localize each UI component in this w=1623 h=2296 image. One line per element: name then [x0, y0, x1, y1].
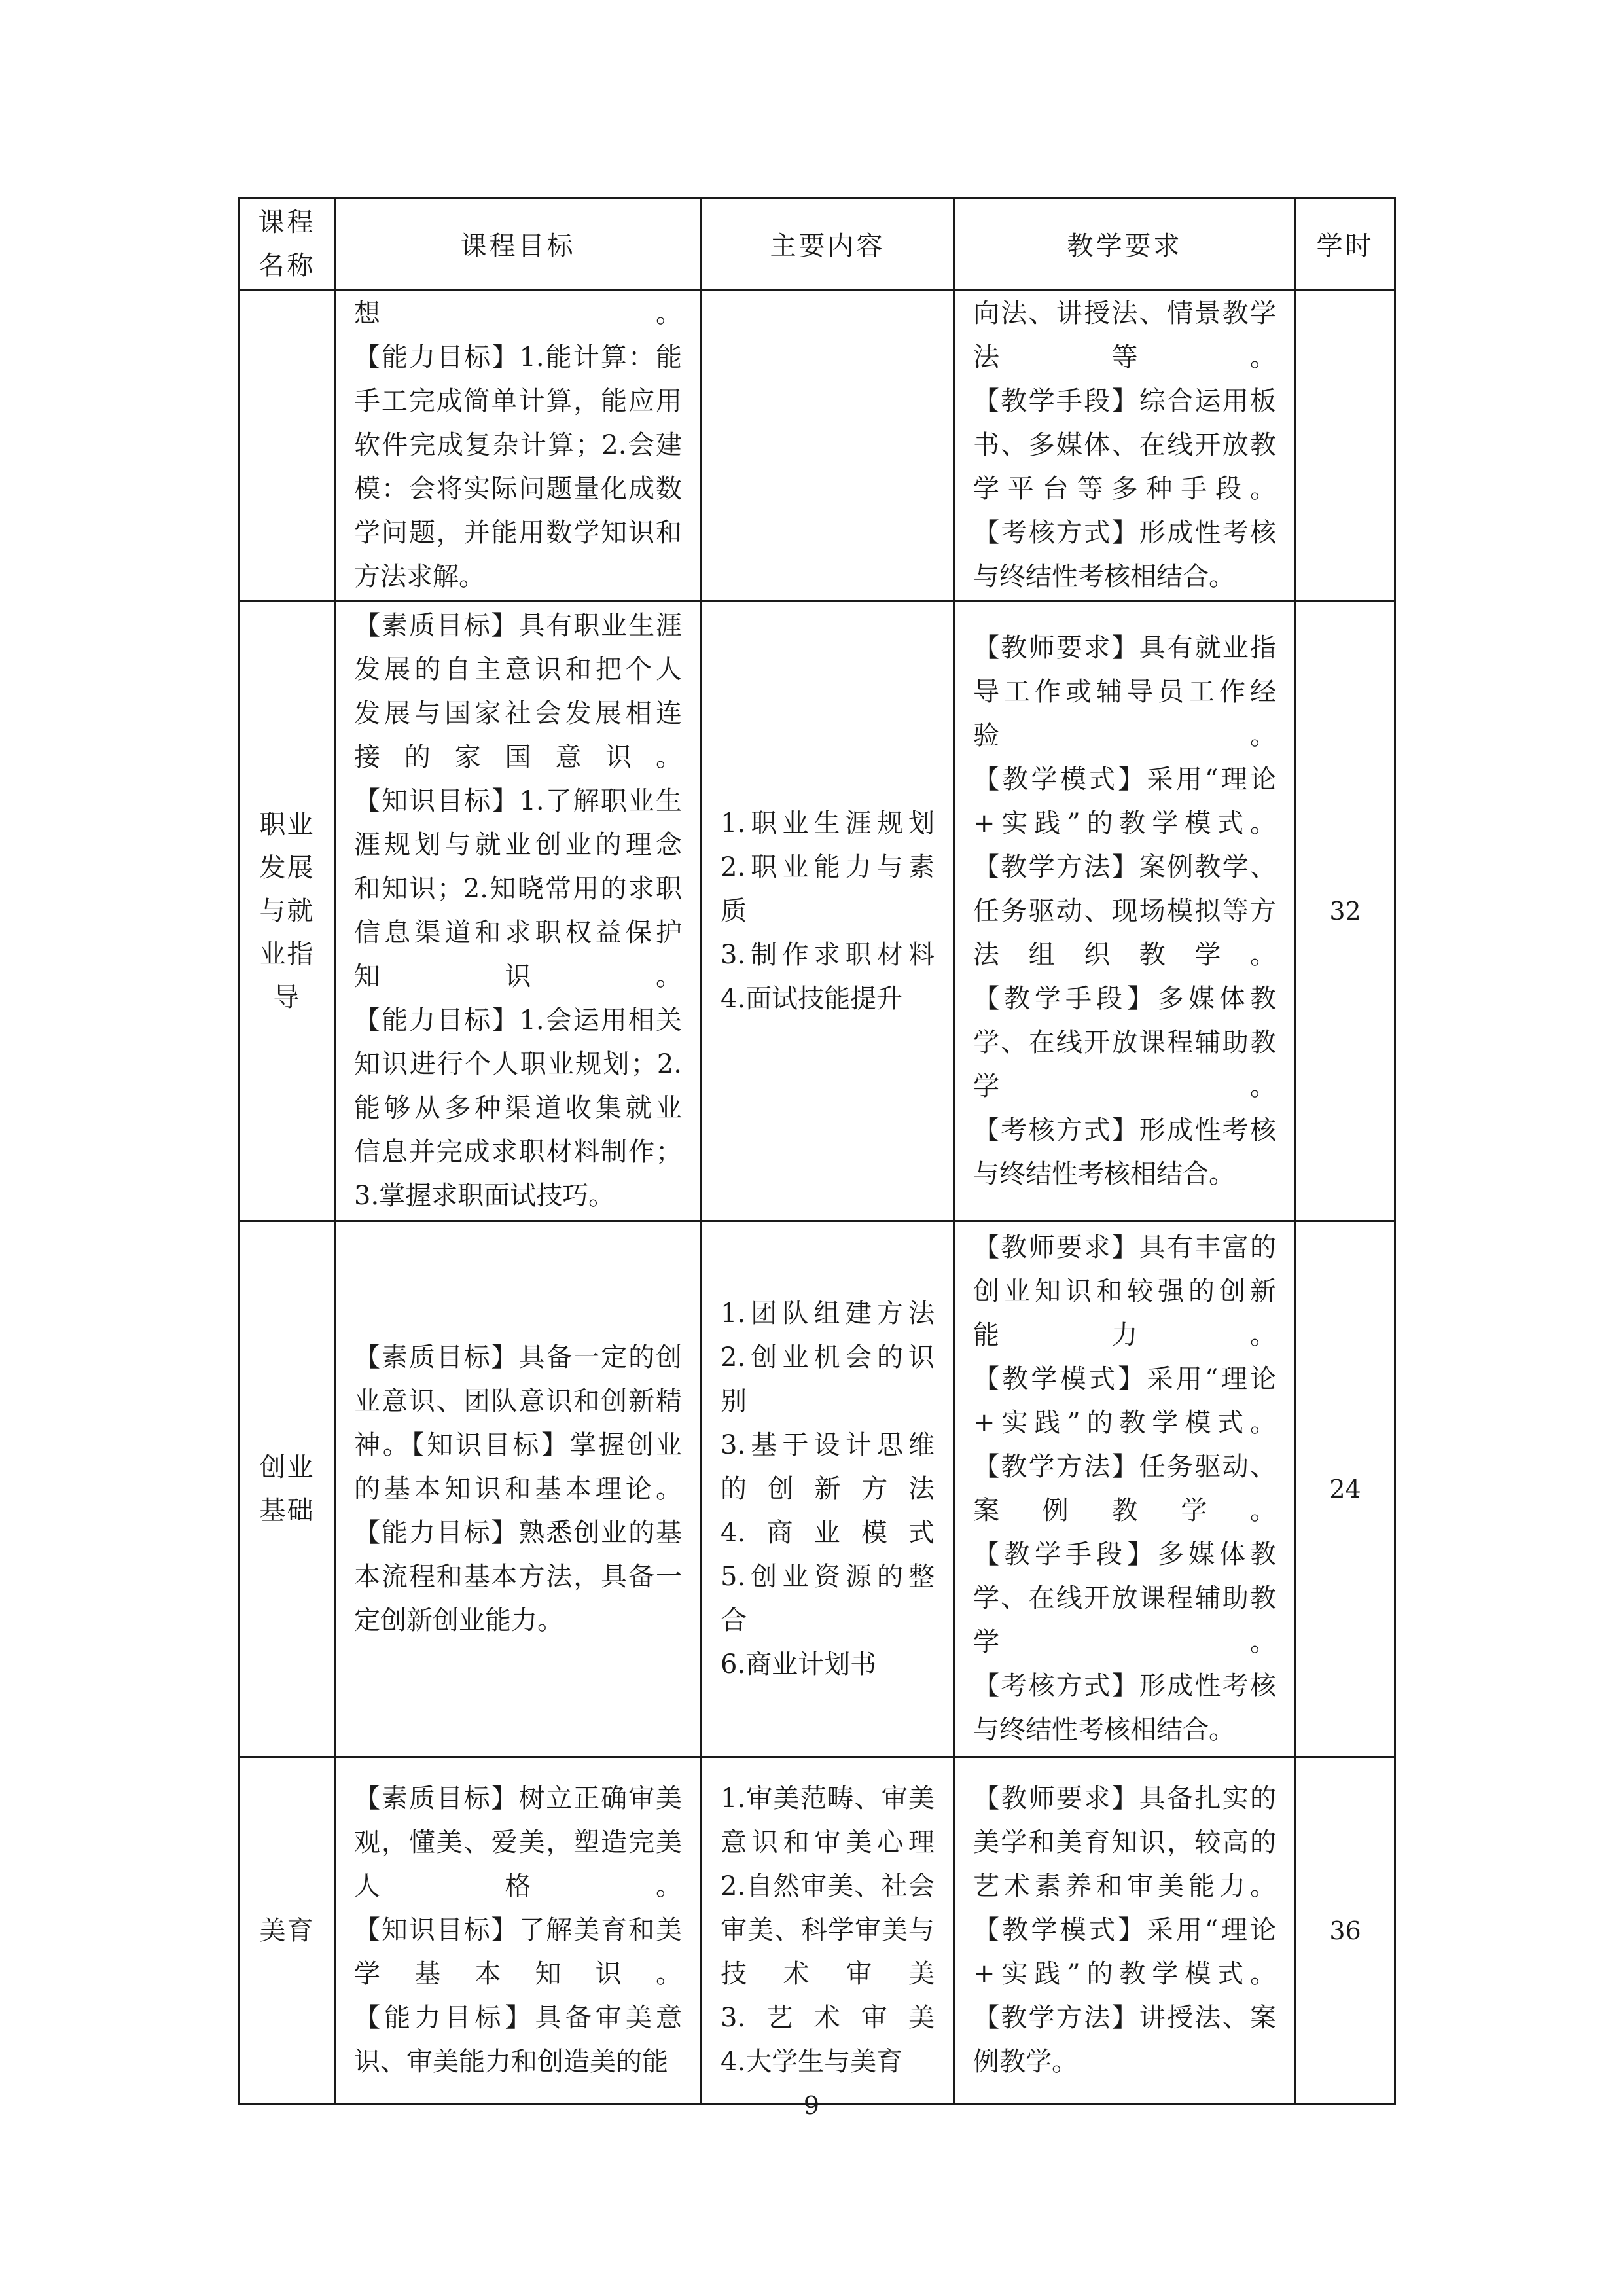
- teaching-requirement-cell: [954, 1757, 1296, 2104]
- course-goal-line: 识、审美能力和创造美的能: [354, 2047, 668, 2077]
- teaching-requirement-line: 艺术素养和审美能力。: [973, 1871, 1276, 1901]
- teaching-requirement-line: 学。: [973, 1627, 1276, 1657]
- course-goal-text: [336, 292, 700, 599]
- main-content-text: [702, 802, 953, 1021]
- course-name-cell: [240, 1757, 335, 2104]
- course-goal-line: 神。【知识目标】掌握创业: [354, 1429, 682, 1460]
- course-goal-line: 观，懂美、爱美，塑造完美: [354, 1827, 682, 1857]
- course-goal-line: 【素质目标】具有职业生涯: [354, 611, 682, 641]
- course-goal-line: 发展与国家社会发展相连: [354, 698, 682, 728]
- teaching-requirement-cell: [954, 1221, 1296, 1757]
- main-content-line: 5.创业资源的整: [721, 1561, 935, 1592]
- teaching-requirement-line: 能力。: [973, 1320, 1276, 1350]
- teaching-requirement-line: 【教学手段】综合运用板: [973, 386, 1276, 416]
- teaching-requirement-line: +实践”的教学模式。: [973, 1408, 1276, 1438]
- curriculum-table: [238, 197, 1396, 2105]
- course-goal-text: [336, 1336, 700, 1643]
- main-content-cell: [702, 601, 954, 1221]
- main-content-line: 4.大学生与美育: [721, 2047, 903, 2077]
- course-goal-line: 方法求解。: [354, 562, 485, 592]
- course-goal-line: 信息并完成求职材料制作；: [354, 1137, 682, 1167]
- course-name-cell: [240, 290, 335, 601]
- course-goal-line: 接的家国意识。: [354, 742, 682, 772]
- teaching-requirement-line: 书、多媒体、在线开放教: [973, 430, 1276, 460]
- teaching-requirement-line: 【教学模式】采用“理论: [973, 1364, 1276, 1394]
- header-course-name: [240, 198, 335, 290]
- course-goal-cell: [335, 601, 702, 1221]
- course-name-cell: [240, 601, 335, 1221]
- course-name-line: 与就: [259, 896, 315, 926]
- header-teaching-requirement: 教学要求: [954, 198, 1296, 290]
- table-row: [240, 601, 1395, 1221]
- teaching-requirement-line: 【教学手段】多媒体教: [973, 1539, 1276, 1570]
- course-name-line: 业指: [259, 939, 315, 969]
- table-header-row: [240, 198, 1395, 290]
- main-content-line: 质: [721, 895, 747, 926]
- course-goal-line: 知识进行个人职业规划；2.: [354, 1049, 682, 1079]
- table-row: [240, 1221, 1395, 1757]
- hours-cell: 24: [1296, 1221, 1395, 1757]
- header-hours: 学时: [1296, 198, 1395, 290]
- course-name-line: 创业: [259, 1452, 315, 1482]
- course-goal-line: 本流程和基本方法，具备一: [354, 1561, 682, 1592]
- teaching-requirement-line: 【教学模式】采用“理论: [973, 764, 1276, 795]
- teaching-requirement-text: [955, 1226, 1294, 1752]
- course-goal-line: 【能力目标】具备审美意: [354, 2003, 682, 2033]
- main-content-line: 技术审美: [721, 1959, 935, 1989]
- main-content-line: 3.基于设计思维: [721, 1429, 935, 1460]
- course-goal-cell: [335, 1757, 702, 2104]
- teaching-requirement-line: 【教学手段】多媒体教: [973, 983, 1276, 1014]
- course-goal-line: 想。: [354, 298, 682, 329]
- teaching-requirement-line: 与终结性考核相结合。: [973, 1158, 1235, 1189]
- main-content-cell: [702, 1221, 954, 1757]
- teaching-requirement-line: 【教学模式】采用“理论: [973, 1915, 1276, 1945]
- course-goal-cell: [335, 290, 702, 601]
- hours-cell: 32: [1296, 601, 1395, 1221]
- main-content-cell: [702, 290, 954, 601]
- teaching-requirement-line: 【教学方法】讲授法、案: [973, 2003, 1276, 2033]
- header-main-content: 主要内容: [702, 198, 954, 290]
- course-goal-line: 模：会将实际问题量化成数: [354, 474, 682, 504]
- main-content-line: 2.职业能力与素: [721, 852, 935, 882]
- header-course-name-line-1: 课程: [258, 207, 316, 238]
- teaching-requirement-line: 与终结性考核相结合。: [973, 1715, 1235, 1745]
- course-goal-line: 能够从多种渠道收集就业: [354, 1093, 682, 1123]
- course-goal-line: 【知识目标】1.了解职业生: [354, 786, 682, 816]
- teaching-requirement-line: 验。: [973, 720, 1276, 751]
- course-goal-line: 手工完成简单计算，能应用: [354, 386, 682, 416]
- teaching-requirement-line: 【教师要求】具有丰富的: [973, 1232, 1276, 1263]
- main-content-line: 1.团队组建方法: [721, 1298, 935, 1329]
- course-goal-line: 【素质目标】具备一定的创: [354, 1342, 682, 1372]
- course-goal-line: 【能力目标】熟悉创业的基: [354, 1517, 682, 1548]
- teaching-requirement-line: 学。: [973, 1071, 1276, 1102]
- teaching-requirement-line: 【教学方法】任务驱动、: [973, 1452, 1276, 1482]
- main-content-text: [702, 1777, 953, 2084]
- main-content-line: 2.自然审美、社会: [721, 1871, 935, 1901]
- course-goal-line: 【素质目标】树立正确审美: [354, 1784, 682, 1814]
- header-course-name-line-2: 名称: [258, 250, 316, 281]
- main-content-line: 2.创业机会的识: [721, 1342, 935, 1372]
- header-course-goal: 课程目标: [335, 198, 702, 290]
- teaching-requirement-line: 法组织教学。: [973, 939, 1276, 970]
- main-content-line: 合: [721, 1605, 747, 1636]
- teaching-requirement-line: 【教师要求】具备扎实的: [973, 1784, 1276, 1814]
- hours-cell: [1296, 290, 1395, 601]
- course-goal-line: 定创新创业能力。: [354, 1605, 563, 1636]
- course-goal-line: 3.掌握求职面试技巧。: [354, 1181, 615, 1211]
- main-content-line: 审美、科学审美与: [721, 1915, 935, 1945]
- teaching-requirement-line: 法等。: [973, 342, 1276, 372]
- teaching-requirement-line: 【考核方式】形成性考核: [973, 518, 1276, 548]
- main-content-line: 的创新方法: [721, 1473, 935, 1504]
- teaching-requirement-text: [955, 1777, 1294, 2084]
- course-goal-line: 【能力目标】1.会运用相关: [354, 1005, 682, 1035]
- teaching-requirement-line: 美学和美育知识，较高的: [973, 1827, 1276, 1857]
- main-content-cell: [702, 1757, 954, 2104]
- page-number: 9: [803, 2091, 820, 2120]
- main-content-line: 4.商业模式: [721, 1517, 935, 1548]
- course-goal-line: 【知识目标】了解美育和美: [354, 1915, 682, 1945]
- course-goal-line: 和知识；2.知晓常用的求职: [354, 874, 682, 904]
- course-goal-text: [336, 604, 700, 1218]
- teaching-requirement-line: 学、在线开放课程辅助教: [973, 1583, 1276, 1613]
- teaching-requirement-cell: [954, 601, 1296, 1221]
- course-goal-line: 人格。: [354, 1871, 682, 1901]
- hours-cell: 36: [1296, 1757, 1395, 2104]
- course-goal-line: 业意识、团队意识和创新精: [354, 1386, 682, 1416]
- course-goal-line: 发展的自主意识和把个人: [354, 655, 682, 685]
- course-goal-line: 知识。: [354, 961, 682, 992]
- teaching-requirement-line: 【考核方式】形成性考核: [973, 1671, 1276, 1701]
- main-content-line: 意识和审美心理: [721, 1827, 935, 1857]
- teaching-requirement-line: 任务驱动、现场模拟等方: [973, 895, 1276, 926]
- course-goal-cell: [335, 1221, 702, 1757]
- course-goal-line: 【能力目标】1.能计算：能: [354, 342, 682, 372]
- main-content-line: 6.商业计划书: [721, 1649, 877, 1679]
- teaching-requirement-line: 【考核方式】形成性考核: [973, 1115, 1276, 1145]
- course-name-line: 基础: [259, 1496, 315, 1526]
- teaching-requirement-line: 学、在线开放课程辅助教: [973, 1027, 1276, 1058]
- course-name-line: 职业: [259, 810, 315, 840]
- main-content-line: 4.面试技能提升: [721, 983, 903, 1014]
- main-content-line: 1.职业生涯规划: [721, 808, 935, 838]
- teaching-requirement-text: [955, 626, 1294, 1196]
- teaching-requirement-line: 例教学。: [973, 2047, 1078, 2077]
- course-goal-line: 的基本知识和基本理论。: [354, 1473, 682, 1504]
- teaching-requirement-line: 【教学方法】案例教学、: [973, 852, 1276, 882]
- teaching-requirement-line: 【教师要求】具有就业指: [973, 632, 1276, 663]
- teaching-requirement-line: 学平台等多种手段。: [973, 474, 1276, 504]
- teaching-requirement-line: 创业知识和较强的创新: [973, 1276, 1276, 1306]
- table-row: [240, 290, 1395, 601]
- course-goal-line: 学基本知识。: [354, 1959, 682, 1989]
- table-row: [240, 1757, 1395, 2104]
- course-goal-text: [336, 1777, 700, 2084]
- teaching-requirement-line: 案例教学。: [973, 1496, 1276, 1526]
- course-name-line: 美育: [259, 1915, 315, 1946]
- course-goal-line: 信息渠道和求职权益保护: [354, 918, 682, 948]
- teaching-requirement-line: +实践”的教学模式。: [973, 808, 1276, 838]
- teaching-requirement-cell: [954, 290, 1296, 601]
- main-content-line: 3.艺术审美: [721, 2003, 935, 2033]
- teaching-requirement-line: 向法、讲授法、情景教学: [973, 298, 1276, 329]
- course-name-line: 导: [273, 982, 301, 1013]
- course-goal-line: 软件完成复杂计算；2.会建: [354, 430, 682, 460]
- main-content-line: 别: [721, 1386, 747, 1416]
- teaching-requirement-line: +实践”的教学模式。: [973, 1959, 1276, 1989]
- course-goal-line: 学问题，并能用数学知识和: [354, 518, 682, 548]
- main-content-line: 1.审美范畴、审美: [721, 1784, 935, 1814]
- course-name-line: 发展: [259, 853, 315, 883]
- teaching-requirement-line: 与终结性考核相结合。: [973, 562, 1235, 592]
- teaching-requirement-text: [955, 292, 1294, 599]
- main-content-line: 3.制作求职材料: [721, 939, 935, 970]
- course-name-cell: [240, 1221, 335, 1757]
- course-goal-line: 涯规划与就业创业的理念: [354, 830, 682, 860]
- teaching-requirement-line: 导工作或辅导员工作经: [973, 676, 1276, 707]
- main-content-text: [702, 1292, 953, 1687]
